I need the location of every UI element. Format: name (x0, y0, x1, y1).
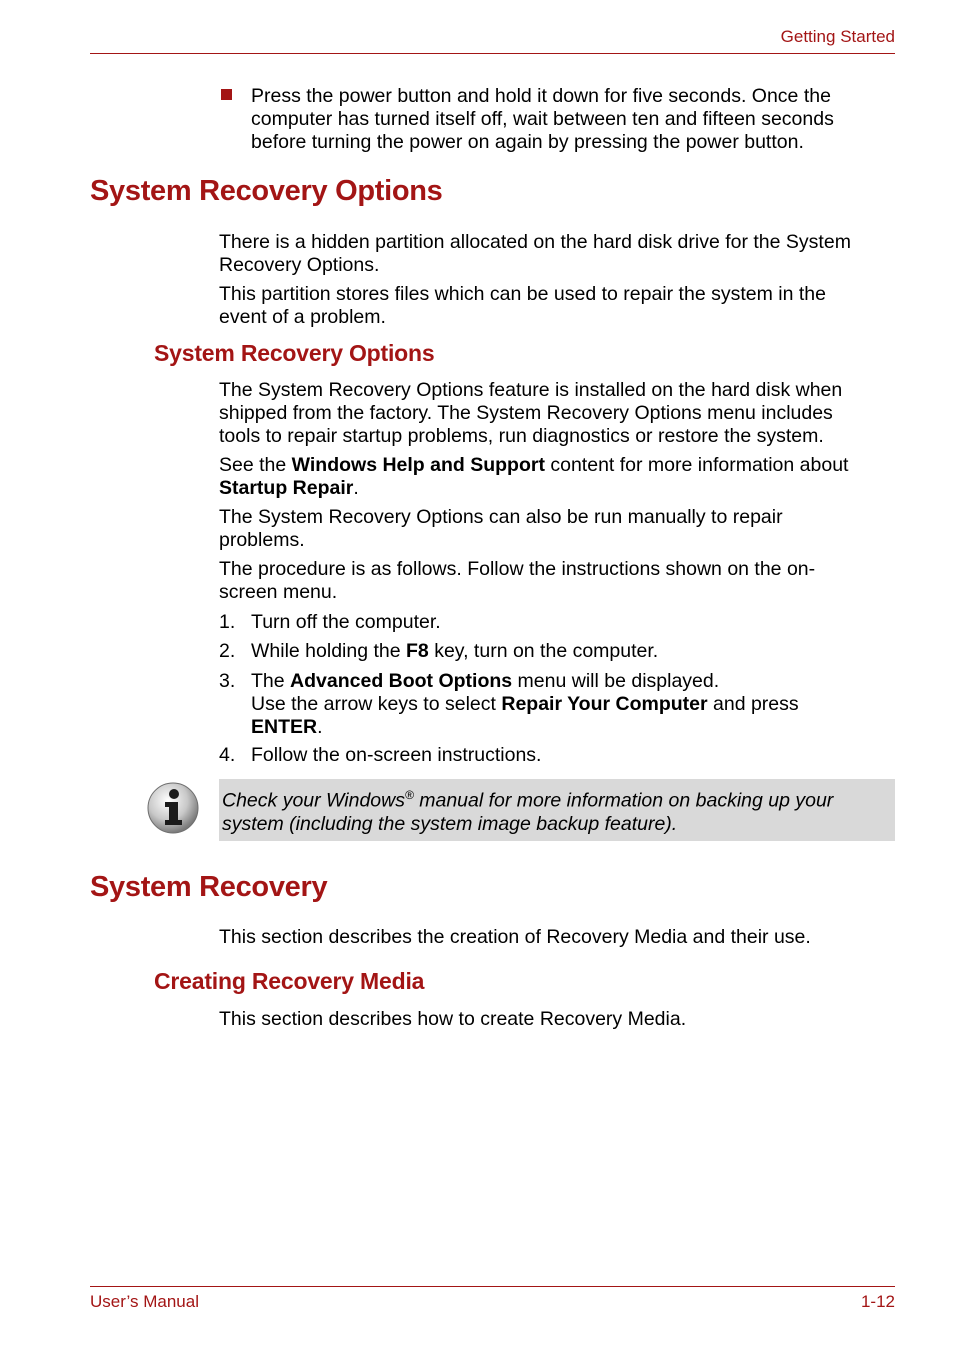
paragraph (219, 379, 889, 448)
step-line (251, 716, 891, 739)
header-rule (90, 53, 895, 54)
text-run: Use the arrow keys to select (251, 693, 502, 715)
bold-term: Startup Repair (219, 477, 354, 499)
subsection-heading: Creating Recovery Media (154, 968, 425, 994)
step-number: 2. (219, 640, 236, 662)
header-section-title: Getting Started (780, 27, 895, 46)
registered-mark: ® (404, 788, 414, 802)
paragraph-line: shipped from the factory. The System Recovery Options menu includes (219, 402, 833, 424)
paragraph-line: The System Recovery Options can also be run manually to repair (219, 506, 783, 528)
page-number: 1-12 (860, 1292, 895, 1311)
step-line (251, 670, 891, 693)
note-line (222, 784, 887, 813)
paragraph (219, 558, 889, 604)
text-run: While holding the (251, 640, 407, 662)
text-run: content for more information about (544, 454, 849, 476)
subsection-heading: System Recovery Options (154, 340, 435, 366)
bold-term: Windows Help and Support (291, 454, 545, 476)
section-heading: System Recovery (90, 871, 328, 903)
paragraph-line: This section describes the creation of Recovery Media and their use. (219, 926, 811, 948)
bullet-line: before turning the power on again by pressing the power button. (251, 131, 804, 153)
step-number: 1. (219, 611, 236, 633)
paragraph-line: Recovery Options. (219, 254, 380, 276)
paragraph-line: There is a hidden partition allocated on the hard disk drive for the System (219, 231, 851, 253)
paragraph-line: screen menu. (219, 581, 338, 603)
text-run: See the (219, 454, 292, 476)
text-run: key, turn on the computer. (428, 640, 659, 662)
step-number: 3. (219, 670, 236, 692)
step-text: Follow the on-screen instructions. (251, 744, 542, 766)
paragraph-line: The System Recovery Options feature is installed on the hard disk when (219, 379, 843, 401)
text-run: and press (707, 693, 799, 715)
text-run: Check your Windows (222, 789, 405, 812)
paragraph-line (219, 454, 889, 477)
paragraph (219, 454, 889, 500)
bullet-line: computer has turned itself off, wait between ten and fifteen seconds (251, 108, 834, 130)
paragraph-line (219, 477, 889, 500)
bullet-item (251, 85, 921, 154)
paragraph-line: This partition stores files which can be used to repair the system in the (219, 283, 826, 305)
bullet-line: Press the power button and hold it down for five seconds. Once the (251, 85, 831, 107)
bold-term: Advanced Boot Options (290, 670, 513, 692)
paragraph-line: This section describes how to create Recovery Media. (219, 1008, 687, 1030)
note-text (222, 784, 887, 836)
text-run: The (251, 670, 291, 692)
footer-rule (90, 1286, 895, 1287)
step-number: 4. (219, 744, 236, 766)
paragraph-line: tools to repair startup problems, run diagnostics or restore the system. (219, 425, 824, 447)
paragraph-line: event of a problem. (219, 306, 386, 328)
note-line: system (including the system image backup feature). (222, 812, 678, 835)
footer-manual-title: User’s Manual (90, 1292, 199, 1311)
bold-term: F8 (406, 640, 429, 662)
text-run: . (317, 716, 323, 738)
step-text (251, 640, 891, 663)
paragraph-line: The procedure is as follows. Follow the instructions shown on the on- (219, 558, 816, 580)
text-run: manual for more information on backing up your (413, 789, 834, 812)
step-line (251, 693, 891, 716)
paragraph (219, 1008, 889, 1031)
step-text (251, 670, 891, 739)
bold-term: Repair Your Computer (501, 693, 708, 715)
paragraph-line: problems. (219, 529, 305, 551)
text-run: . (353, 477, 359, 499)
bullet-marker (221, 89, 232, 100)
bold-term: ENTER (251, 716, 318, 738)
step-text: Turn off the computer. (251, 611, 441, 633)
paragraph (219, 231, 889, 277)
text-run: menu will be displayed. (512, 670, 720, 692)
paragraph (219, 506, 889, 552)
info-icon (146, 781, 200, 835)
section-heading: System Recovery Options (90, 175, 443, 207)
paragraph (219, 926, 889, 949)
paragraph (219, 283, 889, 329)
